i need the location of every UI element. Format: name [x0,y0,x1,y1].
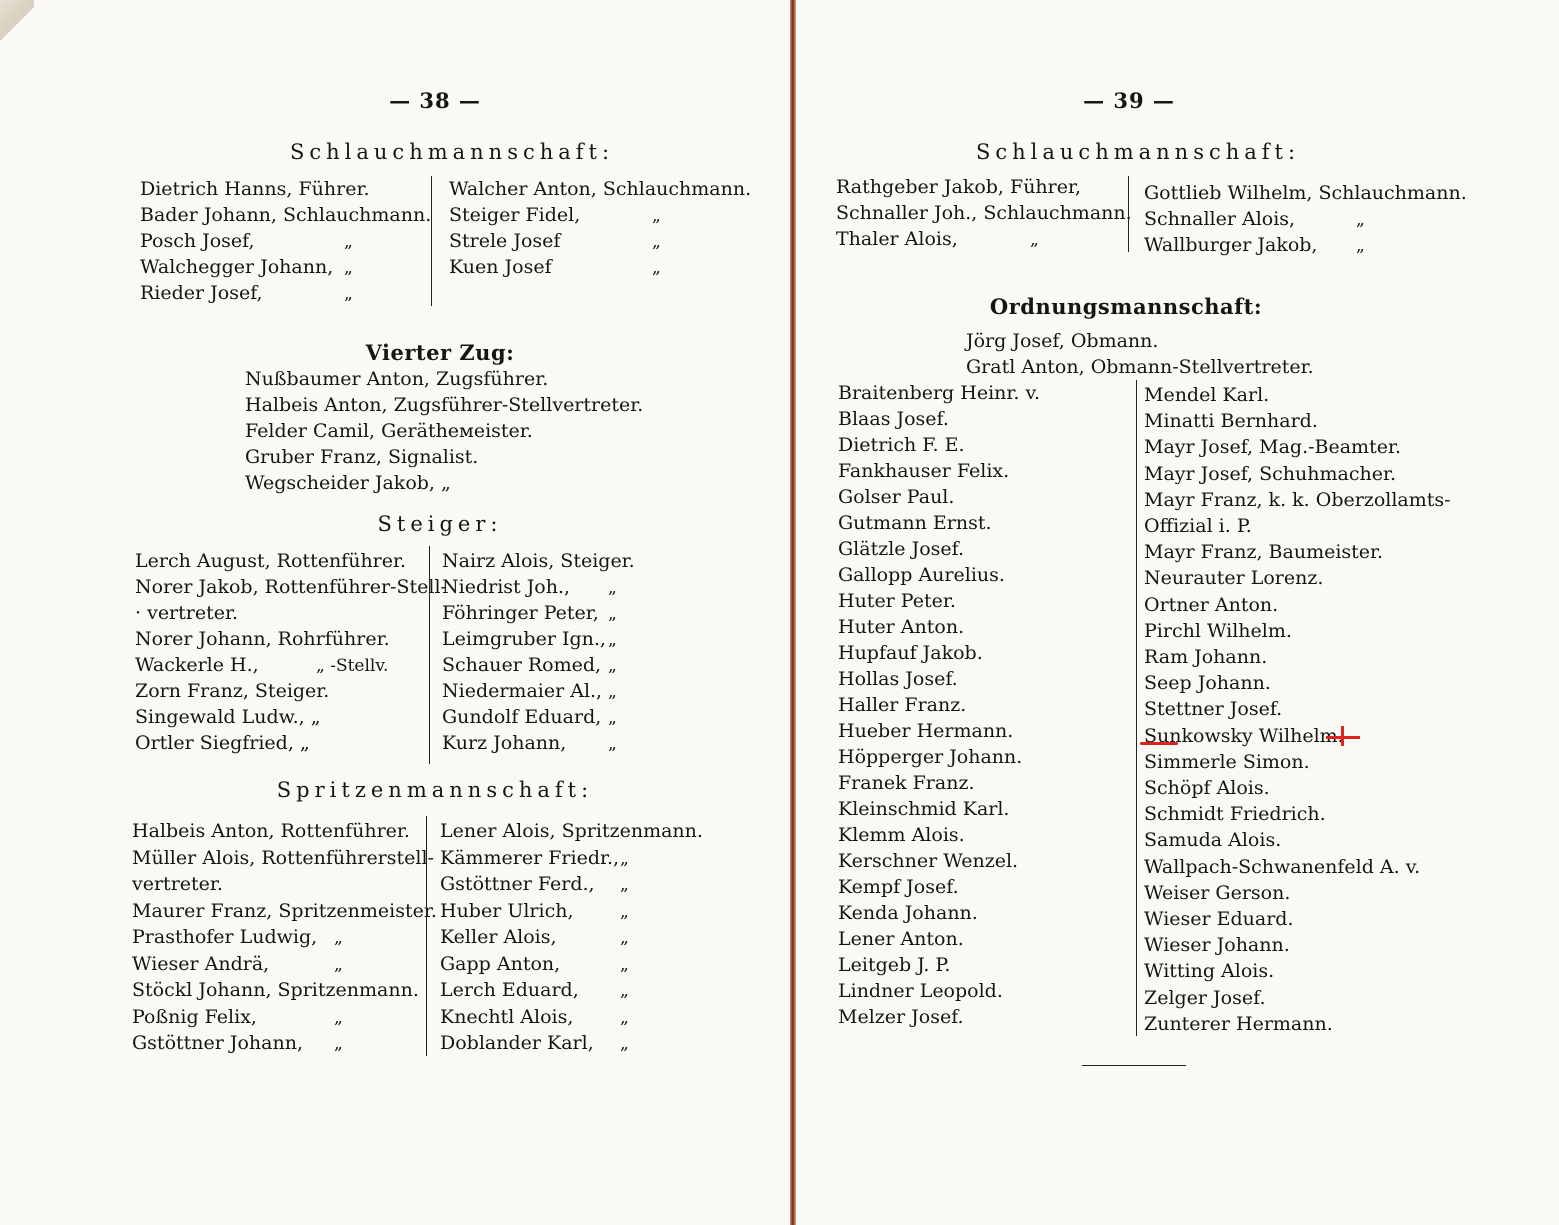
ditto-mark: „ [620,954,629,975]
list-item: Wieser Johann. [1144,934,1290,957]
list-item: Ortner Anton. [1144,593,1279,616]
list-item: Stettner Josef. [1144,698,1283,721]
right-page [796,0,1559,1225]
list-item: Offizial i. P. [1144,515,1252,537]
list-item: Minatti Bernhard. [1144,410,1318,433]
list-item: Schnaller Joh., Schlauchmann. [836,202,1132,224]
list-item: Lener Anton. [838,928,964,950]
list-item: Kuen Josef [449,256,552,278]
list-item: Niedermaier Al., [442,680,603,702]
list-item: Wallpach-Schwanenfeld A. v. [1144,855,1421,878]
list-item: Klemm Alois. [838,824,965,846]
ditto-mark: „ [608,734,617,754]
list-item: Stöckl Johann, Spritzenmann. [132,979,419,1001]
column-divider [426,816,427,1056]
ditto-mark: „ [608,604,617,624]
list-item: Kempf Josef. [838,876,959,898]
list-item: Wieser Andrä, [132,952,270,975]
list-item: Felder Camil, Gerätheмeister. [245,420,533,442]
column-divider [1136,380,1137,1036]
column-divider [429,546,430,764]
list-item: Leimgruber Ign., [442,628,606,650]
ditto-mark: „ [608,708,617,728]
ditto-mark: „ [334,1034,343,1054]
list-item: Wegscheider Jakob, „ [245,472,451,494]
list-item: Singewald Ludw., „ [135,706,321,728]
list-item: Huber Ulrich, [440,899,574,922]
list-item: Witting Alois. [1144,960,1275,983]
list-item: Posch Josef, [140,230,255,252]
list-item: Thaler Alois, [836,228,958,250]
list-item: Walcher Anton, Schlauchmann. [449,178,752,200]
list-item: Zorn Franz, Steiger. [135,680,330,702]
section-heading-steiger: Steiger: [377,512,503,536]
ditto-mark: „ [652,258,661,278]
list-item: Müller Alois, Rottenführerstell- [132,846,434,869]
list-item: Doblander Karl, [440,1032,594,1054]
ditto-mark: „ [344,232,353,252]
list-item: Walchegger Johann, [140,256,334,278]
list-item: Blaas Josef. [838,408,949,430]
ditto-mark: „ [1030,230,1039,250]
column-divider [1128,176,1129,252]
list-item: Steiger Fidel, [449,204,581,226]
list-item: Bader Johann, Schlauchmann. [140,204,432,226]
ditto-mark: „ [334,1007,343,1028]
list-item: Schöpf Alois. [1144,777,1270,799]
torn-corner [0,0,34,40]
list-item: Jörg Josef, Obmann. [966,330,1159,352]
ditto-mark: „ [620,928,629,948]
list-item: Schauer Romed, [442,654,602,676]
list-item: Seep Johann. [1144,672,1271,695]
list-item: Wallburger Jakob, [1144,234,1318,256]
list-item: Föhringer Peter, [442,602,599,624]
list-item: Kämmerer Friedr., [440,846,620,869]
section-heading-schlauchmannschaft: Schlauchmannschaft: [290,140,615,164]
list-item: Kenda Johann. [838,902,978,924]
list-item: Gallopp Aurelius. [838,564,1005,586]
list-item: Huter Anton. [838,616,965,638]
list-item: Gundolf Eduard, [442,706,602,728]
list-item: vertreter. [132,873,223,895]
list-item: Keller Alois, [440,926,557,948]
list-item: Zelger Josef. [1144,986,1266,1009]
list-item: Maurer Franz, Spritzenmeister. [132,899,437,922]
list-item: Kurz Johann, [442,732,567,754]
list-item: Lerch Eduard, [440,979,579,1001]
list-item: Gottlieb Wilhelm, Schlauchmann. [1144,182,1467,204]
list-item: Franek Franz. [838,772,975,794]
list-item: Melzer Josef. [838,1006,964,1028]
column-divider [431,176,432,306]
section-heading-schlauchmannschaft: Schlauchmannschaft: [976,140,1301,164]
red-cross-mark [1341,726,1344,746]
list-item: Hupfauf Jakob. [838,642,983,664]
ditto-mark: „ [608,578,617,598]
list-item: Lener Alois, Spritzenmann. [440,820,703,842]
ditto-mark: „ [620,981,629,1001]
ditto-mark: „ [1356,236,1365,256]
ditto-mark: „ [608,630,617,650]
list-item: Zunterer Hermann. [1144,1012,1333,1035]
ditto-mark: „ [620,901,629,922]
page-number: — 39 — [1083,88,1175,113]
list-item: Kleinschmid Karl. [838,798,1010,820]
end-rule [1082,1065,1186,1066]
list-item: Mayr Josef, Mag.-Beamter. [1144,436,1401,459]
list-item: Mayr Franz, k. k. Oberzollamts- [1144,488,1451,511]
list-item: Samuda Alois. [1144,829,1282,852]
list-item: Schmidt Friedrich. [1144,803,1326,826]
list-item: Norer Jakob, Rottenführer-Stell- [135,576,447,598]
ditto-mark: „ [652,232,661,252]
list-item: Leitgeb J. P. [838,954,951,976]
list-item: Höpperger Johann. [838,746,1023,768]
list-item: Gstöttner Johann, [132,1032,304,1054]
list-item: Gutmann Ernst. [838,512,992,534]
list-item: Wackerle H., [135,654,259,676]
ditto-mark: „ [334,954,343,975]
list-item: Mayr Franz, Baumeister. [1144,541,1384,564]
ditto-mark: „ [652,206,661,226]
list-item: Schnaller Alois, [1144,208,1296,230]
list-item: Prasthofer Ludwig, [132,926,318,948]
ditto-mark: „ [344,284,353,304]
list-item: Dietrich F. E. [838,434,965,456]
list-item: Fankhauser Felix. [838,460,1010,482]
ditto-mark: „ [1356,210,1365,230]
list-item: Lerch August, Rottenführer. [135,550,407,572]
list-item: Knechtl Alois, [440,1005,574,1028]
list-item: Strele Josef [449,230,561,252]
list-item: Niedrist Joh., [442,576,571,598]
list-item: Halbeis Anton, Rottenführer. [132,820,410,842]
list-item: Weiser Gerson. [1144,881,1291,904]
list-item: Hueber Hermann. [838,720,1014,742]
list-item: Gratl Anton, Obmann-Stellvertreter. [966,356,1314,378]
list-item: Norer Johann, Rohrführer. [135,628,390,650]
section-heading-spritzenmannschaft: Spritzenmannschaft: [276,778,594,802]
list-item: Lindner Leopold. [838,980,1003,1002]
list-item: Mendel Karl. [1144,384,1270,406]
list-item: Poßnig Felix, [132,1005,257,1028]
ditto-mark: „ [608,682,617,702]
list-item: Sunkowsky Wilhelm. [1144,724,1344,747]
list-item: Nairz Alois, Steiger. [442,550,635,572]
list-item: Simmerle Simon. [1144,750,1310,773]
list-item: Halbeis Anton, Zugsführer-Stellvertreter. [245,394,644,416]
section-heading-ordnungsmannschaft: Ordnungsmannschaft: [989,294,1263,319]
list-item: Nußbaumer Anton, Zugsführer. [245,368,549,390]
list-item: Gapp Anton, [440,952,561,975]
list-item: Neurauter Lorenz. [1144,567,1324,590]
ditto-mark: „ [620,875,629,895]
list-item: Braitenberg Heinr. v. [838,382,1040,404]
list-item: Wieser Eduard. [1144,908,1294,930]
list-item: Kerschner Wenzel. [838,850,1019,872]
list-item: Pirchl Wilhelm. [1144,619,1292,642]
red-pen-underline [1140,742,1178,745]
ditto-mark: „ [344,258,353,278]
list-item: Ram Johann. [1144,646,1268,668]
ditto-mark: „ [334,928,343,948]
page-number: — 38 — [389,88,481,113]
list-item: Ortler Siegfried, „ [135,732,310,754]
list-item: Hollas Josef. [838,668,958,690]
list-item: Gruber Franz, Signalist. [245,446,479,468]
list-item: Haller Franz. [838,694,967,716]
section-heading-vierter-zug: Vierter Zug: [365,340,515,365]
list-item: Dietrich Hanns, Führer. [140,178,370,200]
list-item: Glätzle Josef. [838,538,965,560]
list-item: Huter Peter. [838,590,956,612]
list-item: Rathgeber Jakob, Führer, [836,176,1082,198]
ditto-mark: „ [608,656,617,676]
ditto-mark: „ [620,848,629,869]
ditto-mark: „ -Stellv. [316,656,389,676]
ditto-mark: „ [620,1007,629,1028]
list-item: Golser Paul. [838,486,955,508]
ditto-mark: „ [620,1034,629,1054]
list-item: Gstöttner Ferd., [440,873,595,895]
list-item: Rieder Josef, [140,282,263,304]
list-item: · vertreter. [135,602,239,624]
list-item: Mayr Josef, Schuhmacher. [1144,462,1396,485]
